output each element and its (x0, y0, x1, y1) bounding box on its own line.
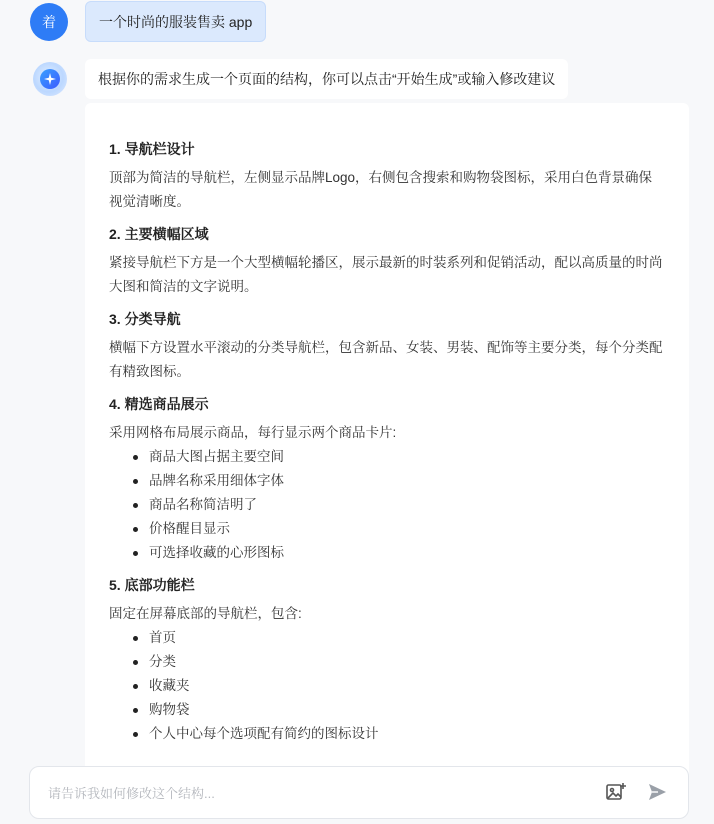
section-title: 5. 底部功能栏 (109, 577, 195, 593)
section-title: 4. 精选商品展示 (109, 396, 209, 412)
assistant-avatar (33, 62, 67, 96)
section-body: 采用网格布局展示商品，每行显示两个商品卡片: (109, 425, 397, 440)
list-item: 品牌名称采用细体字体 (149, 469, 665, 493)
list-item: 价格醒目显示 (149, 517, 665, 541)
sparkle-icon (40, 69, 60, 89)
section-body: 横幅下方设置水平滚动的分类导航栏，包含新品、女装、男装、配饰等主要分类，每个分类配有精致图标。 (109, 340, 663, 379)
send-icon[interactable] (645, 780, 669, 804)
section-title: 1. 导航栏设计 (109, 141, 195, 157)
bullet-list (109, 445, 665, 565)
structure-card (85, 103, 689, 793)
section-title: 2. 主要横幅区域 (109, 226, 209, 242)
user-avatar-text: 着 (42, 14, 56, 30)
list-item: 分类 (149, 650, 665, 674)
list-item: 商品名称简洁明了 (149, 493, 665, 517)
section-body: 固定在屏幕底部的导航栏，包含: (109, 606, 302, 621)
list-item: 首页 (149, 626, 665, 650)
list-item: 商品大图占据主要空间 (149, 445, 665, 469)
assistant-intro-message: 根据你的需求生成一个页面的结构，你可以点击“开始生成”或输入修改建议 (85, 59, 568, 99)
user-avatar (30, 3, 68, 41)
section-banner (109, 223, 665, 299)
user-message: 一个时尚的服装售卖 app (85, 1, 266, 42)
section-navbar (109, 138, 665, 214)
modify-suggestion-input[interactable] (46, 767, 570, 820)
list-item: 可选择收藏的心形图标 (149, 541, 665, 565)
list-item: 个人中心每个选项配有简约的图标设计 (149, 722, 665, 746)
list-item: 购物袋 (149, 698, 665, 722)
composer (29, 766, 689, 819)
section-title: 3. 分类导航 (109, 311, 181, 327)
section-body: 紧接导航栏下方是一个大型横幅轮播区，展示最新的时装系列和促销活动，配以高质量的时尚大图和简洁的文字说明。 (109, 255, 663, 294)
list-item: 收藏夹 (149, 674, 665, 698)
image-upload-icon[interactable] (604, 780, 628, 804)
bullet-list (109, 626, 665, 746)
section-bottom-bar (109, 574, 665, 746)
section-body: 顶部为简洁的导航栏，左侧显示品牌Logo，右侧包含搜索和购物袋图标，采用白色背景确保视觉清晰度。 (109, 170, 653, 209)
section-featured-products (109, 393, 665, 565)
section-category-nav (109, 308, 665, 384)
